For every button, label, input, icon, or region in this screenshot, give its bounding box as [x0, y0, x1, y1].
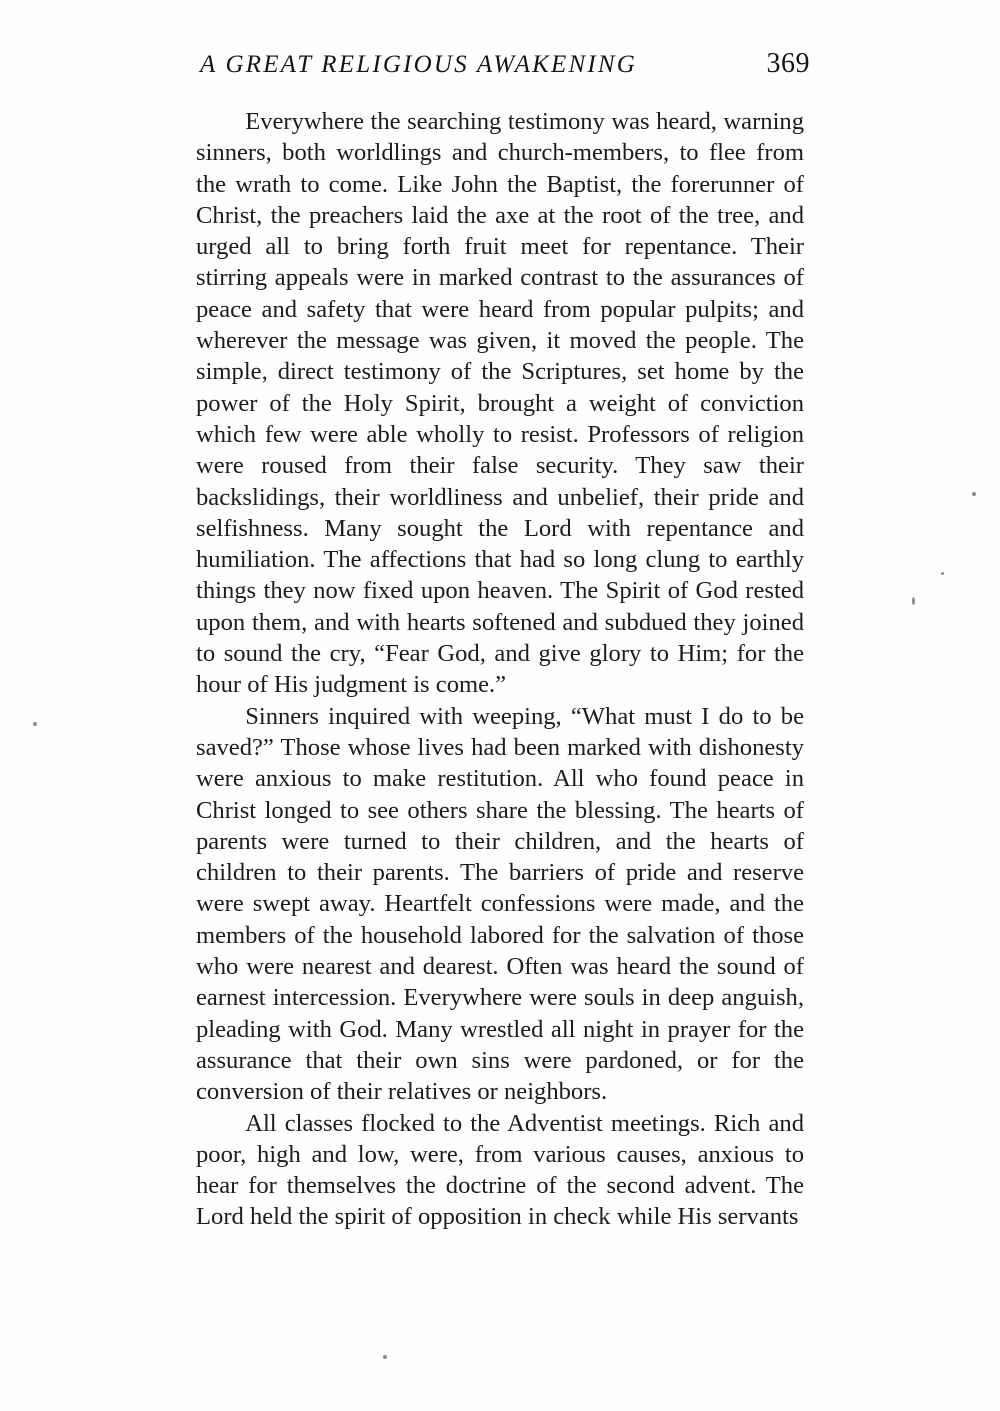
- paragraph-3: All classes flocked to the Adventist meetings. Rich and poor, high and low, were, from various causes, anxious to hear for themselves the doctrine of the second advent. The Lord held the spirit of opposition in check while His servants: [196, 1109, 804, 1231]
- paragraph-2: Sinners inquired with weeping, “What must I do to be saved?” Those whose lives had been marked with dishonesty were anxious to make restitution. All who found peace in Christ longed to see others share the blessing. The hearts of parents were turned to their children, and the hearts of children to their parents. The barriers of pride and reserve were swept away. Heartfelt confessions were made, and the members of the household labored for the salvation of those who were nearest and dearest. Often was heard the sound of earnest intercession. Everywhere were souls in deep anguish, pleading with God. Many wrestled all night in prayer for the assurance that their own sins were pardoned, or for the conversion of their relatives or neighbors.: [196, 702, 804, 1106]
- scan-speckle: [941, 572, 944, 575]
- scan-speckle: [383, 1355, 387, 1359]
- body-text: [196, 106, 804, 1233]
- scan-speckle: [972, 492, 976, 496]
- paragraph-1: Everywhere the searching testimony was heard, warning sinners, both worldlings and church-members, to flee from the wrath to come. Like John the Baptist, the forerunner of Christ, the preachers laid the axe at the root of the tree, and urged all to bring forth fruit meet for repentance. Their stirring appeals were in marked contrast to the assurances of peace and safety that were heard from popular pulpits; and wherever the message was given, it moved the people. The simple, direct testimony of the Scriptures, set home by the power of the Holy Spirit, brought a weight of conviction which few were able wholly to resist. Professors of religion were roused from their false security. They saw their backslidings, their worldliness and unbelief, their pride and selfishness. Many sought the Lord with repentance and humiliation. The affections that had so long clung to earthly things they now fixed upon heaven. The Spirit of God rested upon them, and with hearts softened and subdued they joined to sound the cry, “Fear God, and give glory to Him; for the hour of His judgment is come.”: [196, 108, 804, 699]
- scan-speckle: [33, 722, 37, 726]
- running-head: A GREAT RELIGIOUS AWAKENING: [200, 51, 638, 78]
- scan-speckle: [912, 597, 915, 605]
- page-header: [200, 48, 810, 80]
- page-number: 369: [766, 48, 810, 79]
